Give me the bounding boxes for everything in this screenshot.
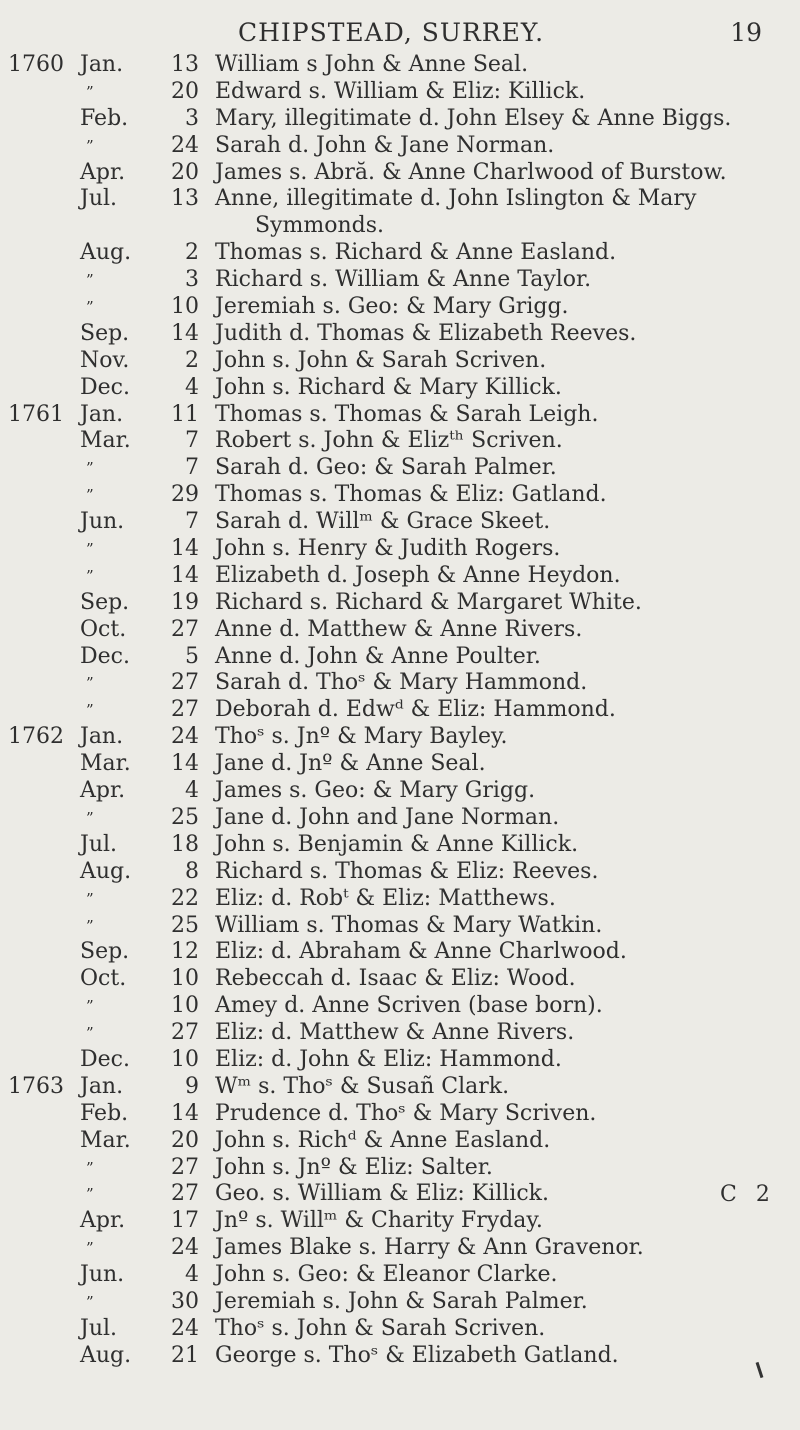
register-entry xyxy=(0,348,800,375)
entry-day: 27 xyxy=(171,616,199,642)
entry-day: 20 xyxy=(171,159,199,185)
entry-day: 10 xyxy=(171,1046,199,1072)
register-entry xyxy=(0,778,800,805)
entry-day: 2 xyxy=(185,347,199,373)
entry-text: Sarah d. Thoˢ & Mary Hammond. xyxy=(215,670,588,696)
entry-day: 27 xyxy=(171,1181,199,1207)
entry-text: James s. Abră. & Anne Charlwood of Burstow. xyxy=(215,159,727,185)
entry-month: ” xyxy=(86,1158,94,1177)
entry-day: 14 xyxy=(171,536,199,562)
register-entry xyxy=(0,133,800,160)
entry-text: James Blake s. Harry & Ann Gravenor. xyxy=(215,1235,644,1261)
entry-year: 1762 xyxy=(8,724,64,750)
register-entry xyxy=(0,1235,800,1262)
register-entry xyxy=(0,913,800,940)
entry-text: Thomas s. Richard & Anne Easland. xyxy=(215,240,617,266)
register-entry xyxy=(0,1181,800,1208)
entry-text: John s. Jnº & Eliz: Salter. xyxy=(215,1154,493,1180)
entry-month: Apr. xyxy=(80,1208,126,1234)
entry-month: Jun. xyxy=(80,509,125,535)
register-entry xyxy=(0,1128,800,1155)
entry-month: Jan. xyxy=(80,401,124,427)
entry-text: Wᵐ s. Thoˢ & Susañ Clark. xyxy=(215,1073,510,1099)
register-entry xyxy=(0,455,800,482)
register-entry xyxy=(0,79,800,106)
entry-day: 20 xyxy=(171,78,199,104)
entry-text: Anne d. Matthew & Anne Rivers. xyxy=(215,616,583,642)
entry-month: Nov. xyxy=(80,347,130,373)
register-entry xyxy=(0,1262,800,1289)
register-entry xyxy=(0,294,800,321)
entry-day: 30 xyxy=(171,1288,199,1314)
register-entry xyxy=(0,52,800,79)
register-entry xyxy=(0,697,800,724)
register-entry xyxy=(0,1101,800,1128)
entry-text: Richard s. William & Anne Taylor. xyxy=(215,267,592,293)
entry-text: John s. Geo: & Eleanor Clarke. xyxy=(215,1262,558,1288)
register-entry xyxy=(0,1208,800,1235)
entry-day: 24 xyxy=(171,132,199,158)
entry-text: Richard s. Richard & Margaret White. xyxy=(215,589,642,615)
entry-day: 7 xyxy=(185,509,199,535)
entry-text: William s. Thomas & Mary Watkin. xyxy=(215,912,603,938)
entry-month: Dec. xyxy=(80,374,130,400)
entry-day: 11 xyxy=(171,401,199,427)
entry-day: 22 xyxy=(171,885,199,911)
entry-text: Jane d. John and Jane Norman. xyxy=(215,804,560,830)
entry-text: Jnº s. Willᵐ & Charity Fryday. xyxy=(215,1208,543,1234)
register-entry xyxy=(0,240,800,267)
entry-day: 27 xyxy=(171,1020,199,1046)
entry-text: Eliz: d. John & Eliz: Hammond. xyxy=(215,1046,562,1072)
entry-text: John s. Henry & Judith Rogers. xyxy=(215,536,561,562)
entry-day: 4 xyxy=(185,778,199,804)
entry-day: 14 xyxy=(171,320,199,346)
entry-text: Rebeccah d. Isaac & Eliz: Wood. xyxy=(215,966,576,992)
entry-text: Eliz: d. Robᵗ & Eliz: Matthews. xyxy=(215,885,556,911)
entry-text: Symmonds. xyxy=(255,213,385,239)
entry-day: 3 xyxy=(185,267,199,293)
register-entry xyxy=(0,267,800,294)
entry-text: Eliz: d. Abraham & Anne Charlwood. xyxy=(215,939,627,965)
entry-month: ” xyxy=(86,486,94,505)
entry-text: Thomas s. Thomas & Sarah Leigh. xyxy=(215,401,599,427)
entry-text: Elizabeth d. Joseph & Anne Heydon. xyxy=(215,562,621,588)
register-entry xyxy=(0,993,800,1020)
entry-text: Jeremiah s. Geo: & Mary Grigg. xyxy=(215,294,569,320)
entry-day: 2 xyxy=(185,240,199,266)
entry-month: ” xyxy=(86,271,94,290)
register-entry xyxy=(0,213,800,240)
entry-month: ” xyxy=(86,889,94,908)
register-entry xyxy=(0,590,800,617)
entry-day: 18 xyxy=(171,831,199,857)
entry-month: Aug. xyxy=(80,1342,132,1368)
entry-text: Deborah d. Edwᵈ & Eliz: Hammond. xyxy=(215,697,616,723)
entry-text: James s. Geo: & Mary Grigg. xyxy=(215,778,536,804)
register-entry xyxy=(0,670,800,697)
entry-text: Sarah d. Willᵐ & Grace Skeet. xyxy=(215,509,551,535)
entry-text: George s. Thoˢ & Elizabeth Gatland. xyxy=(215,1342,619,1368)
entry-text: William s John & Anne Seal. xyxy=(215,52,529,77)
register-entry xyxy=(0,509,800,536)
entry-day: 19 xyxy=(171,589,199,615)
page-number: 19 xyxy=(730,18,762,47)
entry-year: 1761 xyxy=(8,401,64,427)
entry-month: ” xyxy=(86,1239,94,1258)
entry-month: Oct. xyxy=(80,616,127,642)
entry-text: Anne d. John & Anne Poulter. xyxy=(215,643,541,669)
signature-mark: C 2 xyxy=(720,1182,776,1207)
entry-month: Jan. xyxy=(80,1073,124,1099)
entry-month: Sep. xyxy=(80,320,130,346)
entry-month: Feb. xyxy=(80,1100,129,1126)
entry-day: 24 xyxy=(171,1315,199,1341)
entry-day: 10 xyxy=(171,966,199,992)
entry-day: 24 xyxy=(171,1235,199,1261)
register-entry xyxy=(0,1289,800,1316)
register-entry xyxy=(0,402,800,429)
entry-day: 7 xyxy=(185,455,199,481)
entry-day: 10 xyxy=(171,294,199,320)
entry-text: Thoˢ s. John & Sarah Scriven. xyxy=(215,1315,546,1341)
entry-text: Jeremiah s. John & Sarah Palmer. xyxy=(215,1288,588,1314)
register-entry xyxy=(0,1316,800,1343)
register-entry xyxy=(0,1047,800,1074)
entry-day: 27 xyxy=(171,697,199,723)
entry-month: Jul. xyxy=(80,831,118,857)
entry-day: 25 xyxy=(171,912,199,938)
entry-month: Apr. xyxy=(80,159,126,185)
running-head: CHIPSTEAD, SURREY. xyxy=(238,18,545,47)
entry-day: 4 xyxy=(185,1262,199,1288)
entry-day: 24 xyxy=(171,724,199,750)
register-entry xyxy=(0,186,800,213)
entry-text: John s. Richᵈ & Anne Easland. xyxy=(215,1127,551,1153)
entry-month: ” xyxy=(86,1185,94,1204)
register-entry xyxy=(0,321,800,348)
baptism-register xyxy=(0,52,800,1370)
entry-month: Apr. xyxy=(80,778,126,804)
entry-day: 20 xyxy=(171,1127,199,1153)
entry-day: 13 xyxy=(171,52,199,77)
entry-text: Thoˢ s. Jnº & Mary Bayley. xyxy=(215,724,508,750)
entry-day: 3 xyxy=(185,105,199,131)
entry-text: Richard s. Thomas & Eliz: Reeves. xyxy=(215,858,599,884)
entry-month: ” xyxy=(86,1024,94,1043)
entry-month: ” xyxy=(86,82,94,101)
entry-month: Mar. xyxy=(80,751,131,777)
entry-day: 7 xyxy=(185,428,199,454)
entry-month: ” xyxy=(86,808,94,827)
entry-day: 12 xyxy=(171,939,199,965)
entry-month: ” xyxy=(86,701,94,720)
register-entry xyxy=(0,1155,800,1182)
entry-month: ” xyxy=(86,997,94,1016)
register-entry xyxy=(0,1020,800,1047)
entry-month: ” xyxy=(86,540,94,559)
entry-day: 8 xyxy=(185,858,199,884)
entry-day: 27 xyxy=(171,1154,199,1180)
page-header xyxy=(0,18,800,48)
entry-month: ” xyxy=(86,916,94,935)
register-entry xyxy=(0,751,800,778)
entry-text: Sarah d. Geo: & Sarah Palmer. xyxy=(215,455,557,481)
entry-month: Jul. xyxy=(80,186,118,212)
register-entry xyxy=(0,859,800,886)
entry-day: 5 xyxy=(185,643,199,669)
entry-month: Dec. xyxy=(80,643,130,669)
register-entry xyxy=(0,724,800,751)
entry-text: Anne, illegitimate d. John Islington & Mary xyxy=(215,186,697,212)
register-entry xyxy=(0,1343,800,1370)
entry-day: 13 xyxy=(171,186,199,212)
entry-month: Jan. xyxy=(80,52,124,77)
register-entry xyxy=(0,428,800,455)
register-entry xyxy=(0,482,800,509)
entry-month: Aug. xyxy=(80,240,132,266)
entry-day: 4 xyxy=(185,374,199,400)
entry-month: ” xyxy=(86,136,94,155)
entry-month: Feb. xyxy=(80,105,129,131)
register-entry xyxy=(0,886,800,913)
entry-month: Jul. xyxy=(80,1315,118,1341)
entry-text: Geo. s. William & Eliz: Killick. xyxy=(215,1181,549,1207)
entry-text: Robert s. John & Elizᵗʰ Scriven. xyxy=(215,428,563,454)
entry-month: Sep. xyxy=(80,939,130,965)
entry-text: Edward s. William & Eliz: Killick. xyxy=(215,78,586,104)
entry-month: ” xyxy=(86,298,94,317)
entry-year: 1763 xyxy=(8,1073,64,1099)
entry-text: John s. Richard & Mary Killick. xyxy=(215,374,562,400)
entry-month: Jun. xyxy=(80,1262,125,1288)
entry-text: Amey d. Anne Scriven (base born). xyxy=(215,993,603,1019)
entry-month: ” xyxy=(86,459,94,478)
entry-month: Sep. xyxy=(80,589,130,615)
entry-day: 17 xyxy=(171,1208,199,1234)
register-entry xyxy=(0,106,800,133)
entry-text: Thomas s. Thomas & Eliz: Gatland. xyxy=(215,482,607,508)
entry-day: 14 xyxy=(171,1100,199,1126)
entry-month: Jan. xyxy=(80,724,124,750)
entry-day: 14 xyxy=(171,562,199,588)
register-entry xyxy=(0,805,800,832)
entry-day: 25 xyxy=(171,804,199,830)
register-entry xyxy=(0,375,800,402)
register-entry xyxy=(0,966,800,993)
entry-text: Judith d. Thomas & Elizabeth Reeves. xyxy=(215,320,637,346)
register-entry xyxy=(0,617,800,644)
entry-month: ” xyxy=(86,674,94,693)
entry-month: ” xyxy=(86,1292,94,1311)
entry-day: 14 xyxy=(171,751,199,777)
entry-month: ” xyxy=(86,566,94,585)
entry-day: 27 xyxy=(171,670,199,696)
entry-month: Dec. xyxy=(80,1046,130,1072)
register-entry xyxy=(0,1074,800,1101)
register-entry xyxy=(0,160,800,187)
register-entry xyxy=(0,832,800,859)
register-entry xyxy=(0,939,800,966)
entry-text: Prudence d. Thoˢ & Mary Scriven. xyxy=(215,1100,597,1126)
entry-month: Oct. xyxy=(80,966,127,992)
register-entry xyxy=(0,644,800,671)
entry-text: Jane d. Jnº & Anne Seal. xyxy=(215,751,486,777)
entry-day: 9 xyxy=(185,1073,199,1099)
entry-day: 21 xyxy=(171,1342,199,1368)
entry-text: John s. John & Sarah Scriven. xyxy=(215,347,547,373)
entry-text: Mary, illegitimate d. John Elsey & Anne Biggs. xyxy=(215,105,732,131)
entry-text: Sarah d. John & Jane Norman. xyxy=(215,132,555,158)
entry-text: Eliz: d. Matthew & Anne Rivers. xyxy=(215,1020,575,1046)
entry-day: 29 xyxy=(171,482,199,508)
register-entry xyxy=(0,563,800,590)
entry-month: Aug. xyxy=(80,858,132,884)
entry-day: 10 xyxy=(171,993,199,1019)
register-entry xyxy=(0,536,800,563)
entry-text: John s. Benjamin & Anne Killick. xyxy=(215,831,579,857)
entry-month: Mar. xyxy=(80,1127,131,1153)
entry-month: Mar. xyxy=(80,428,131,454)
entry-year: 1760 xyxy=(8,52,64,77)
